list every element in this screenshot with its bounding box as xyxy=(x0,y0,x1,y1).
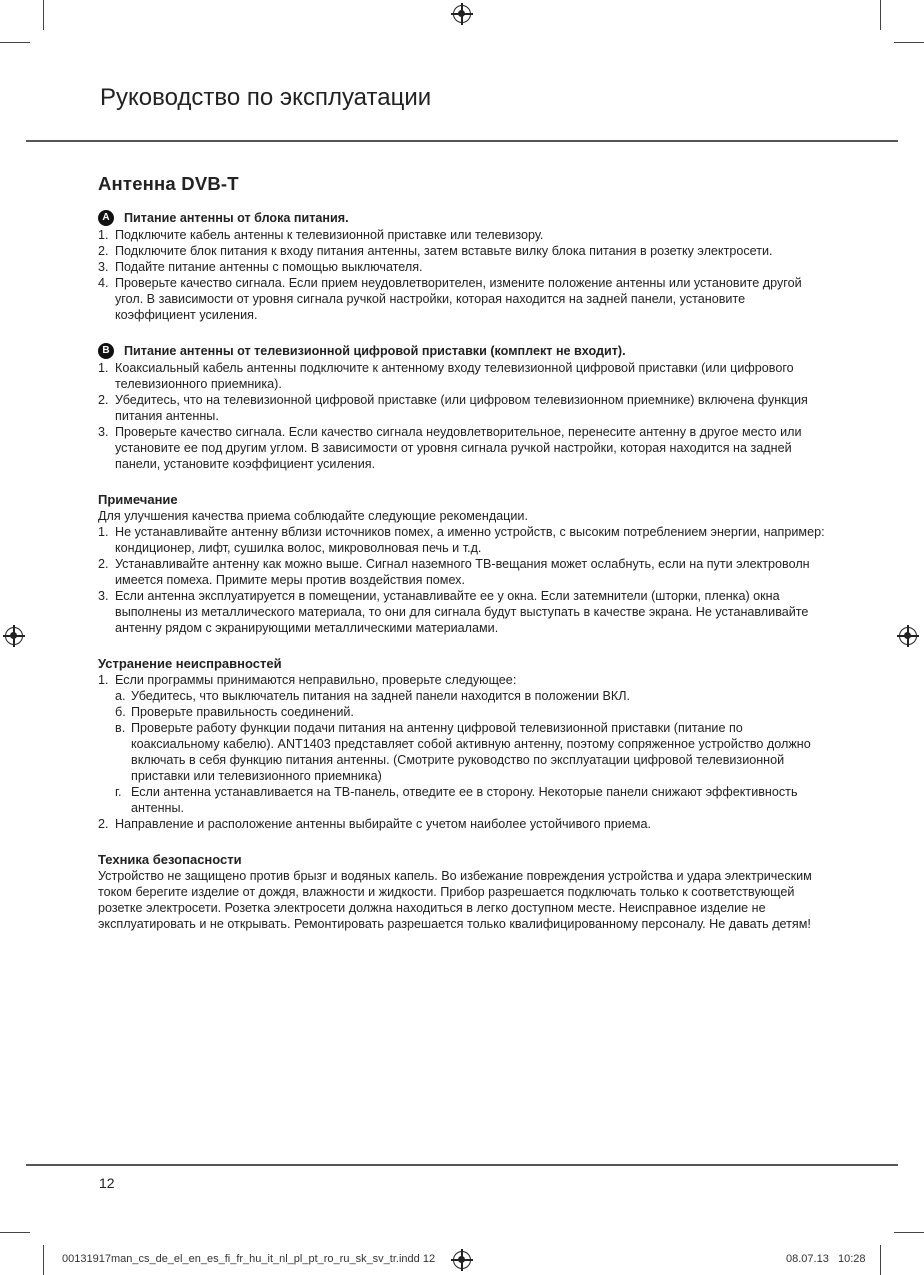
page-header-title: Руководство по эксплуатации xyxy=(100,84,432,111)
list-item: 2. Направление и расположение антенны выбирайте с учетом наиболее устойчивого приема. xyxy=(98,817,651,831)
list-item: 1. Коаксиальный кабель антенны подключите к антенному входу телевизионной цифровой приставки (или цифрового телевизионного приемника). xyxy=(98,361,794,391)
part-b-title: Питание антенны от телевизионной цифровой приставки (комплект не входит). xyxy=(124,344,626,358)
page-number: 12 xyxy=(99,1175,115,1191)
list-item: 3. Проверьте качество сигнала. Если качество сигнала неудовлетворительное, перенесите антенну в другое место или установите ее под другим углом. В зависимости от уровня сигнала ручкой настройки, которая находится на задней панели, установите коэффициент усиления. xyxy=(98,425,802,471)
list-item: 2. Устанавливайте антенну как можно выше. Сигнал наземного ТВ-вещания может ослабнуть, если на пути электроволн имеется помеха. Примите меры против воздействия помех. xyxy=(98,557,810,587)
registration-mark-icon xyxy=(899,627,917,645)
section-title: Антенна DVB-T xyxy=(98,173,239,194)
list-item: а. Убедитесь, что выключатель питания на задней панели находится в положении ВКЛ. xyxy=(115,689,631,703)
list-item: 1. Если программы принимаются неправильно, проверьте следующее: а. Убедитесь, что выключатель питания на задней панели находится в положении ВКЛ. б. Проверьте правильность соединений. в. Проверьте работу функции подачи питания на антенну цифровой телевизионной приставки (питание по коаксиальному кабелю). ANT1403 представляет собой активную антенну, поэтому сопряженное устройство должно включать в себя функцию питания антенны. (Смотрите руководство по эксплуатации цифровой телевизионной приставки или телевизионного приемника) г. Если антенна устанавливается на ТВ-панель, отведите ее в сторону. Некоторые панели снижают эффективность антенны. xyxy=(98,672,828,816)
crop-mark xyxy=(0,1232,30,1233)
part-a-steps xyxy=(98,227,828,323)
slug-date: 08.07.13 xyxy=(786,1253,829,1265)
part-b-steps xyxy=(98,360,828,472)
crop-mark xyxy=(0,42,30,43)
list-item: 3. Подайте питание антенны с помощью выключателя. xyxy=(98,260,423,274)
troubleshooting-sublist xyxy=(115,688,828,816)
list-item: 1. Не устанавливайте антенну вблизи источников помех, а именно устройств, с высоким потреблением энергии, например: кондиционер, лифт, сушилка волос, микроволновая печь и т.д. xyxy=(98,525,825,555)
date-slug xyxy=(786,1253,866,1265)
troubleshooting-list xyxy=(98,672,828,832)
list-item: 4. Проверьте качество сигнала. Если прием неудовлетворителен, измените положение антенны или установите другой угол. В зависимости от уровня сигнала ручкой настройки, которая находится на задней панели, установите коэффициент усиления. xyxy=(98,276,802,322)
list-item: 2. Убедитесь, что на телевизионной цифровой приставке (или цифровом телевизионном приемнике) включена функция питания антенны. xyxy=(98,393,808,423)
part-a-title: Питание антенны от блока питания. xyxy=(124,211,349,225)
document-body xyxy=(98,173,828,932)
crop-mark xyxy=(880,0,881,30)
list-item: в. Проверьте работу функции подачи питания на антенну цифровой телевизионной приставки (питание по коаксиальному кабелю). ANT1403 представляет собой активную антенну, поэтому сопряженное устройство должно включать в себя функцию питания антенны. (Смотрите руководство по эксплуатации цифровой телевизионной приставки или телевизионного приемника) xyxy=(115,721,811,783)
safety-text: Устройство не защищено против брызг и водяных капель. Во избежание повреждения устройства и удара электрическим током берегите изделие от дождя, влажности и жидкости. Прибор разрешается подключать только к соответствующей розетке электросети. Розетка электросети должна находиться в легко доступном месте. Неисправное изделие не эксплуатировать и не открывать. Ремонтировать разрешается только квалифицированному персоналу. Не давать детям! xyxy=(98,869,812,931)
registration-mark-icon xyxy=(453,5,471,23)
crop-mark xyxy=(43,1245,44,1275)
note-heading: Примечание xyxy=(98,492,178,507)
list-item: г. Если антенна устанавливается на ТВ-панель, отведите ее в сторону. Некоторые панели снижают эффективность антенны. xyxy=(115,785,798,815)
note-intro: Для улучшения качества приема соблюдайте следующие рекомендации. xyxy=(98,509,528,523)
file-slug: 00131917man_cs_de_el_en_es_fi_fr_hu_it_nl_pl_pt_ro_ru_sk_sv_tr.indd 12 xyxy=(62,1253,436,1265)
part-a-heading xyxy=(98,210,828,226)
part-b-heading xyxy=(98,343,828,359)
note-list xyxy=(98,524,828,636)
letter-a-icon: A xyxy=(98,210,114,226)
list-item: 2. Подключите блок питания к входу питания антенны, затем вставьте вилку блока питания в розетку электросети. xyxy=(98,244,773,258)
registration-mark-icon xyxy=(5,627,23,645)
list-item: 3. Если антенна эксплуатируется в помещении, устанавливайте ее у окна. Если затемнители (шторки, пленка) окна выполнены из металлического материала, то они для сигнала будут выступать в качестве экрана. Не устанавливайте антенну рядом с экранирующими металлическими материалами. xyxy=(98,589,809,635)
footer-rule xyxy=(26,1164,898,1166)
letter-b-icon: B xyxy=(98,343,114,359)
registration-mark-icon xyxy=(453,1251,471,1269)
header-rule xyxy=(26,140,898,142)
crop-mark xyxy=(880,1245,881,1275)
crop-mark xyxy=(894,42,924,43)
slug-time: 10:28 xyxy=(838,1253,866,1265)
troubleshooting-heading: Устранение неисправностей xyxy=(98,656,282,671)
crop-mark xyxy=(894,1232,924,1233)
crop-mark xyxy=(43,0,44,30)
list-item: б. Проверьте правильность соединений. xyxy=(115,705,354,719)
list-item: 1. Подключите кабель антенны к телевизионной приставке или телевизору. xyxy=(98,228,544,242)
safety-heading: Техника безопасности xyxy=(98,852,242,867)
